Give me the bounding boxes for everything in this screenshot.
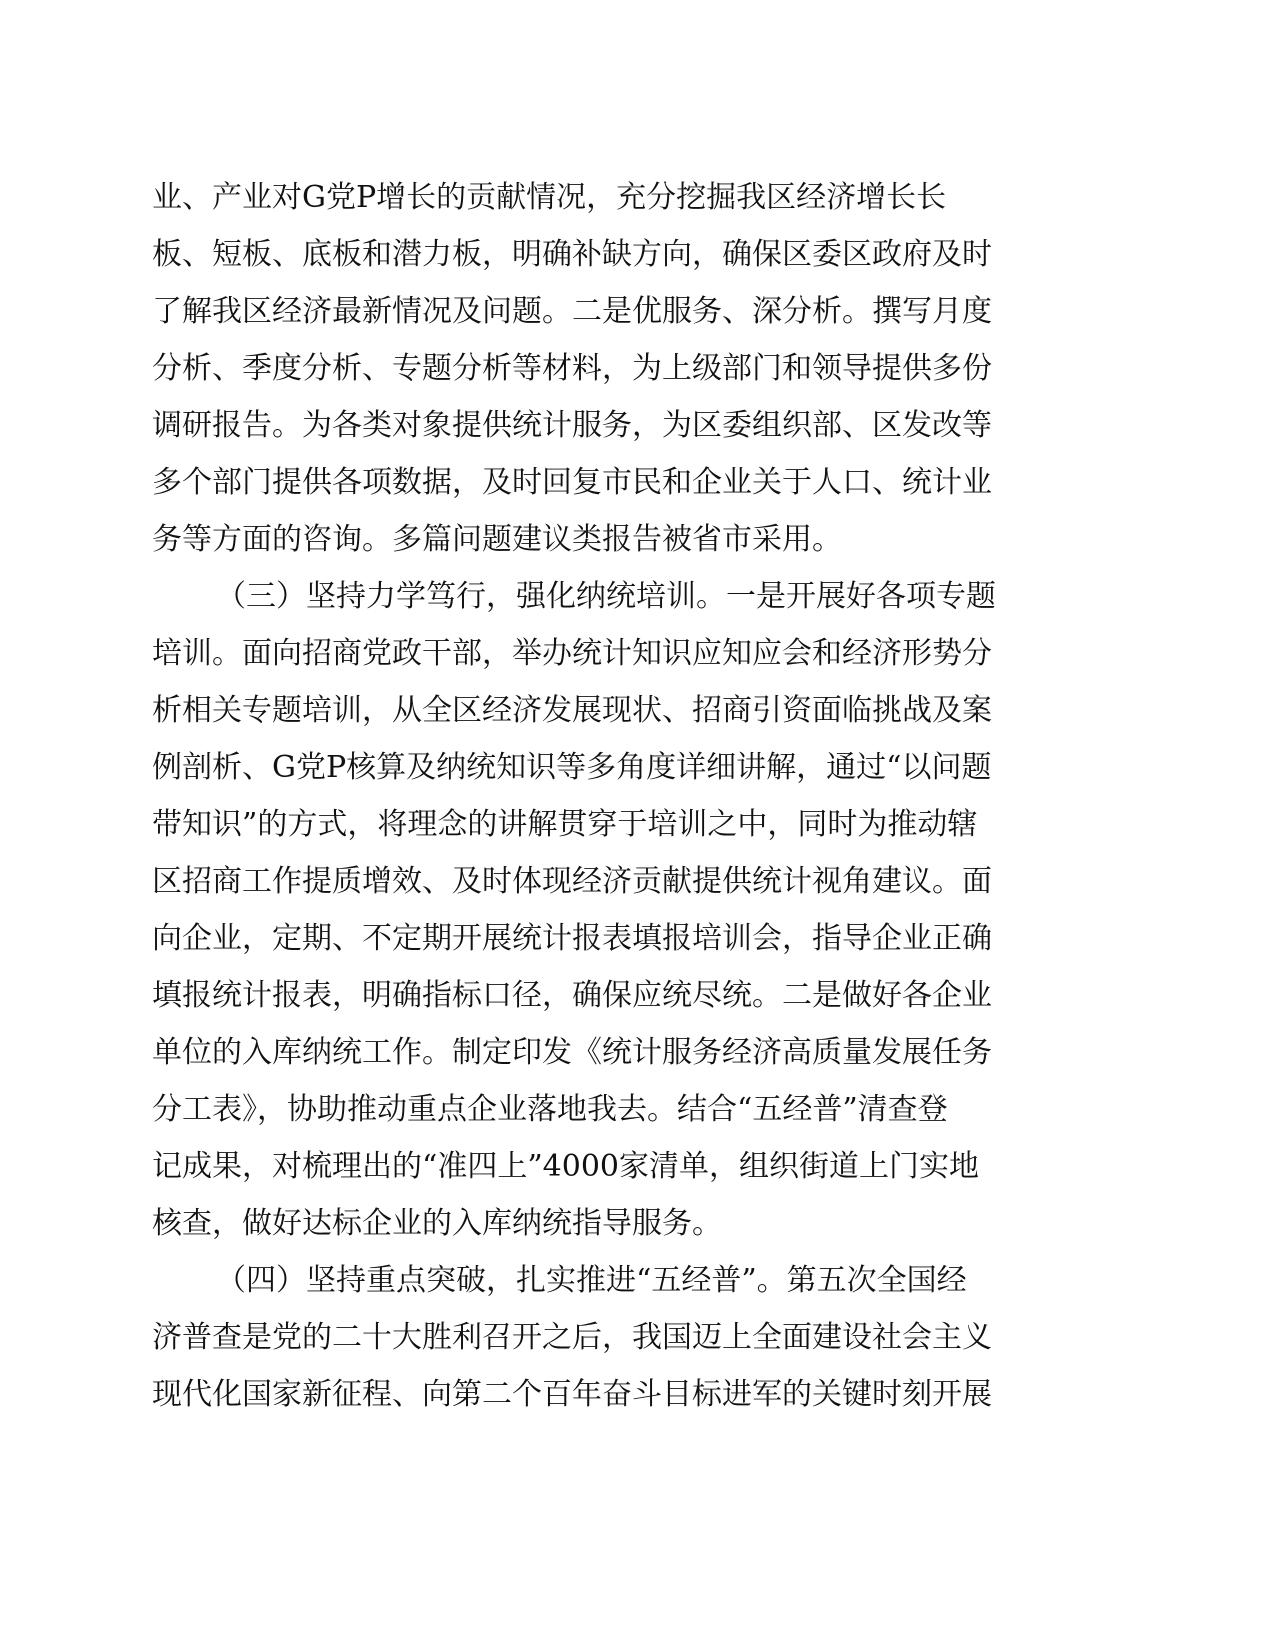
text-line: 例剖析、G党P核算及纳统知识等多角度详细讲解，通过“以问题	[152, 750, 992, 785]
text-line: 现代化国家新征程、向第二个百年奋斗目标进军的关键时刻开展	[152, 1377, 992, 1412]
text-line: 务等方面的咨询。多篇问题建议类报告被省市采用。	[152, 522, 842, 557]
text-line: 了解我区经济最新情况及问题。二是优服务、深分析。撰写月度	[152, 294, 992, 329]
text-line: 板、短板、底板和潜力板，明确补缺方向，确保区委区政府及时	[152, 237, 992, 272]
text-line: 业、产业对G党P增长的贡献情况，充分挖掘我区经济增长长	[152, 180, 947, 215]
text-line: 培训。面向招商党政干部，举办统计知识应知应会和经济形势分	[152, 636, 992, 671]
text-line: 调研报告。为各类对象提供统计服务，为区委组织部、区发改等	[152, 408, 992, 443]
text-line: 记成果，对梳理出的“准四上”4000家清单，组织街道上门实地	[152, 1149, 980, 1184]
text-line: 向企业，定期、不定期开展统计报表填报培训会，指导企业正确	[152, 921, 992, 956]
section-heading-line: （三）坚持力学笃行，强化纳统培训。一是开展好各项专题	[216, 579, 996, 614]
text-line: 分工表》，协助推动重点企业落地我去。结合“五经普”清查登	[152, 1092, 948, 1127]
text-line: 带知识”的方式，将理念的讲解贯穿于培训之中，同时为推动辖	[152, 807, 978, 842]
text-line: 区招商工作提质增效、及时体现经济贡献提供统计视角建议。面	[152, 864, 992, 899]
text-line: 析相关专题培训，从全区经济发展现状、招商引资面临挑战及案	[152, 693, 992, 728]
text-line: 核查，做好达标企业的入库纳统指导服务。	[152, 1206, 722, 1241]
text-line: 多个部门提供各项数据，及时回复市民和企业关于人口、统计业	[152, 465, 992, 500]
text-line: 填报统计报表，明确指标口径，确保应统尽统。二是做好各企业	[152, 978, 992, 1013]
text-line: 济普查是党的二十大胜利召开之后，我国迈上全面建设社会主义	[152, 1320, 992, 1355]
text-line: 分析、季度分析、专题分析等材料，为上级部门和领导提供多份	[152, 351, 992, 386]
text-line: 单位的入库纳统工作。制定印发《统计服务经济高质量发展任务	[152, 1035, 992, 1070]
section-heading-line: （四）坚持重点突破，扎实推进“五经普”。第五次全国经	[216, 1263, 967, 1298]
